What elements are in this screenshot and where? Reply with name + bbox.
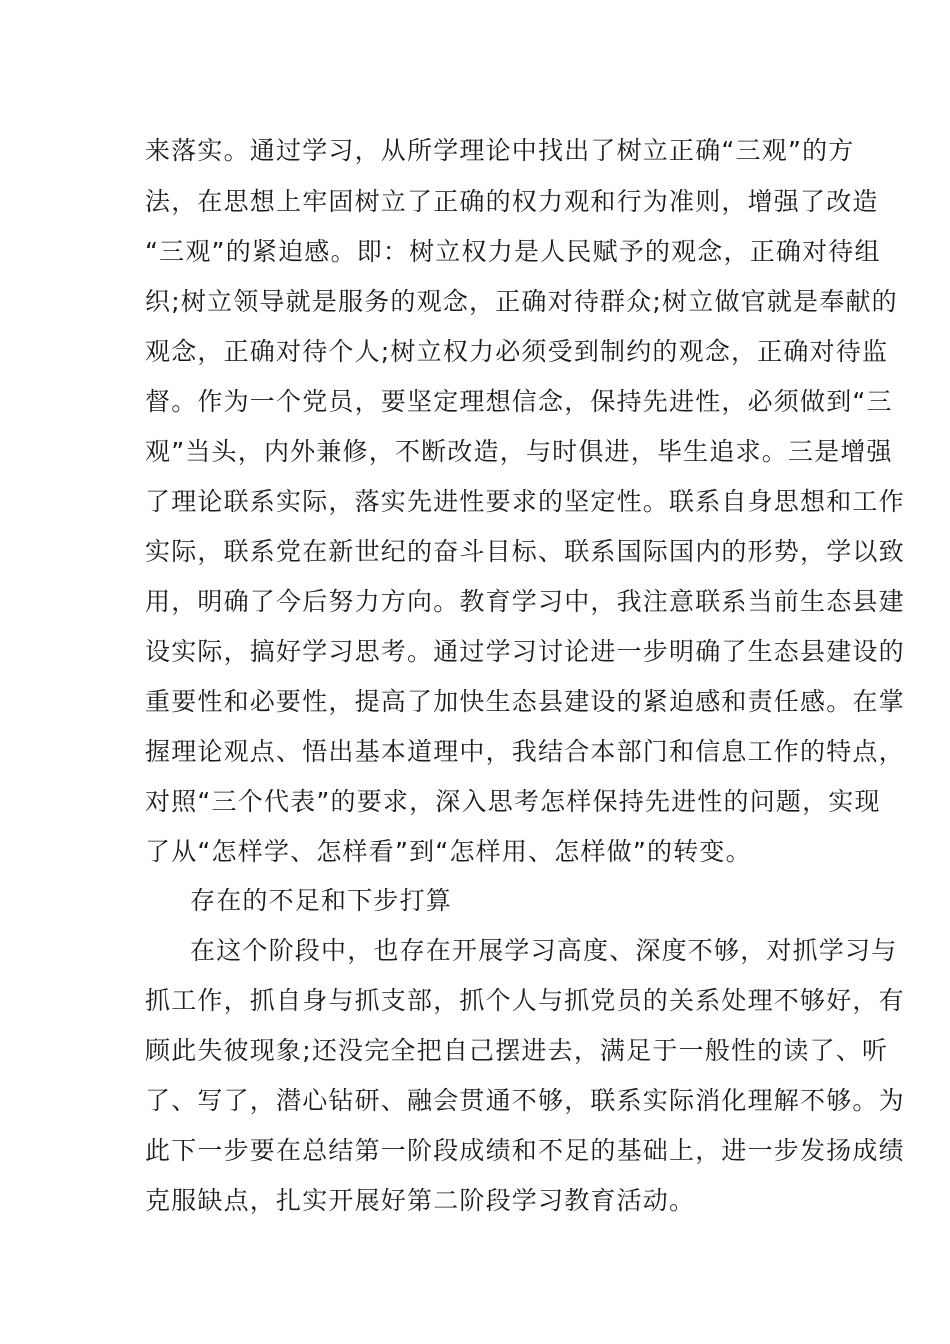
paragraph-line: 握理论观点、悟出基本道理中，我结合本部门和信息工作的特点， xyxy=(145,737,905,766)
paragraph-line: 设实际，搞好学习思考。通过学习讨论进一步明确了生态县建设的 xyxy=(145,637,905,666)
paragraph-line: 在这个阶段中，也存在开展学习高度、深度不够，对抓学习与 xyxy=(190,936,898,965)
paragraph-line: 实际，联系党在新世纪的奋斗目标、联系国际国内的形势，学以致 xyxy=(145,537,905,566)
paragraph-line: 法，在思想上牢固树立了正确的权力观和行为准则，增强了改造 xyxy=(145,187,879,216)
paragraph-line: 来落实。通过学习，从所学理论中找出了树立正确“三观”的方 xyxy=(145,136,855,165)
paragraph-line: 顾此失彼现象;还没完全把自己摆进去，满足于一般性的读了、听 xyxy=(145,1036,889,1065)
paragraph-line: 观”当头，内外兼修，不断改造，与时俱进，毕生追求。三是增强 xyxy=(145,437,893,466)
paragraph-line: 用，明确了今后努力方向。教育学习中，我注意联系当前生态县建 xyxy=(145,587,905,616)
paragraph-line: 了、写了，潜心钻研、融会贯通不够，联系实际消化理解不够。为 xyxy=(145,1086,905,1115)
paragraph-line: “三观”的紧迫感。即：树立权力是人民赋予的观念，正确对待组 xyxy=(145,237,881,266)
paragraph-line: 克服缺点，扎实开展好第二阶段学习教育活动。 xyxy=(145,1186,696,1215)
paragraph-line: 抓工作，抓自身与抓支部，抓个人与抓党员的关系处理不够好，有 xyxy=(145,986,905,1015)
paragraph-line: 了理论联系实际，落实先进性要求的坚定性。联系自身思想和工作 xyxy=(145,487,905,516)
paragraph-line: 织;树立领导就是服务的观念，正确对待群众;树立做官就是奉献的 xyxy=(145,287,898,316)
paragraph-line: 对照“三个代表”的要求，深入思考怎样保持先进性的问题，实现 xyxy=(145,787,881,816)
paragraph-line: 此下一步要在总结第一阶段成绩和不足的基础上，进一步发扬成绩 xyxy=(145,1136,905,1165)
paragraph-line: 观念，正确对待个人;树立权力必须受到制约的观念，正确对待监 xyxy=(145,337,889,366)
paragraph-line: 督。作为一个党员，要坚定理想信念，保持先进性，必须做到“三 xyxy=(145,387,893,416)
paragraph-line: 重要性和必要性，提高了加快生态县建设的紧迫感和责任感。在掌 xyxy=(145,687,905,716)
section-heading: 存在的不足和下步打算 xyxy=(190,886,453,915)
paragraph-line: 了从“怎样学、怎样看”到“怎样用、怎样做”的转变。 xyxy=(145,837,752,866)
